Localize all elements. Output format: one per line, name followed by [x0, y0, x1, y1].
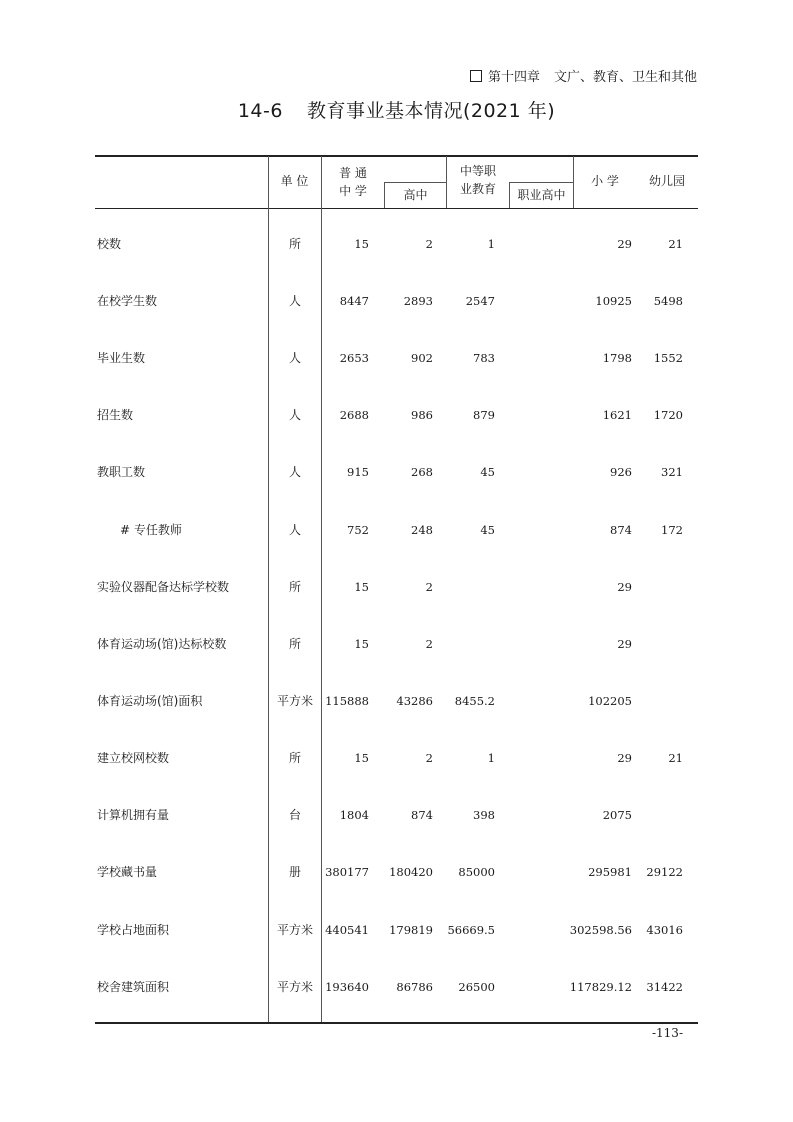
- cell-vocational: 8455.2: [454, 694, 495, 708]
- cell-vocational: 398: [473, 808, 495, 822]
- row-unit: 平方米: [276, 923, 313, 937]
- row-unit: 所: [288, 637, 301, 651]
- header-unit: 单 位: [280, 174, 309, 188]
- cell-senior: 86786: [396, 980, 433, 994]
- table-row: [0, 977, 793, 997]
- cell-general: 2653: [339, 351, 369, 365]
- cell-primary: 874: [610, 523, 632, 537]
- cell-vocational: 45: [480, 523, 495, 537]
- cell-kindergarten: 21: [668, 751, 683, 765]
- table-number: 14-6: [237, 100, 283, 122]
- header-secondary-vocational-line1: 中等职: [459, 164, 496, 178]
- header-secondary-vocational-line2: 业教育: [459, 182, 496, 196]
- cell-primary: 10925: [595, 294, 632, 308]
- row-unit: 所: [288, 580, 301, 594]
- table-row: [0, 520, 793, 540]
- row-unit: 台: [288, 808, 301, 822]
- row-label: 体育运动场(馆)达标校数: [97, 637, 227, 651]
- cell-primary: 2075: [602, 808, 632, 822]
- page-number: -113-: [651, 1026, 683, 1040]
- row-label: 学校占地面积: [97, 923, 170, 937]
- table-row: [0, 577, 793, 597]
- table-row: [0, 805, 793, 825]
- table-bottom-rule: [95, 1022, 698, 1024]
- table-row: [0, 862, 793, 882]
- cell-primary: 102205: [588, 694, 632, 708]
- cell-general: 752: [347, 523, 369, 537]
- cell-kindergarten: 1720: [653, 408, 683, 422]
- header-general-middle-line1: 普 通: [339, 166, 367, 180]
- cell-primary: 29: [617, 580, 632, 594]
- row-label: 学校藏书量: [97, 865, 158, 879]
- cell-primary: 1621: [602, 408, 632, 422]
- cell-general: 15: [354, 751, 369, 765]
- cell-vocational: 783: [473, 351, 495, 365]
- row-unit: 人: [288, 523, 301, 537]
- cell-vocational: 45: [480, 465, 495, 479]
- cell-vocational: 26500: [458, 980, 495, 994]
- cell-senior: 2: [425, 580, 433, 594]
- cell-kindergarten: 31422: [646, 980, 683, 994]
- table-row: [0, 691, 793, 711]
- cell-general: 15: [354, 237, 369, 251]
- cell-vocational: 1: [487, 751, 495, 765]
- row-label: 校数: [97, 237, 122, 251]
- cell-general: 915: [347, 465, 369, 479]
- row-label: # 专任教师: [120, 523, 182, 537]
- cell-kindergarten: 21: [668, 237, 683, 251]
- table-row: [0, 234, 793, 254]
- row-label: 体育运动场(馆)面积: [97, 694, 203, 708]
- cell-general: 8447: [339, 294, 369, 308]
- cell-senior: 180420: [389, 865, 433, 879]
- header-kindergarten: 幼儿园: [648, 174, 685, 188]
- cell-primary: 29: [617, 237, 632, 251]
- cell-general: 115888: [325, 694, 369, 708]
- chapter-topics: 文广、教育、卫生和其他: [553, 70, 697, 85]
- cell-vocational: 56669.5: [447, 923, 495, 937]
- cell-primary: 117829.12: [569, 980, 632, 994]
- header-general-middle-line2: 中 学: [339, 184, 367, 198]
- row-label: 计算机拥有量: [97, 808, 170, 822]
- cell-senior: 268: [411, 465, 433, 479]
- cell-general: 15: [354, 580, 369, 594]
- cell-general: 1804: [339, 808, 369, 822]
- cell-general: 2688: [339, 408, 369, 422]
- row-unit: 人: [288, 465, 301, 479]
- table-row: [0, 405, 793, 425]
- chapter-header: [470, 66, 697, 85]
- cell-senior: 874: [411, 808, 433, 822]
- cell-primary: 926: [610, 465, 632, 479]
- table-row: [0, 348, 793, 368]
- row-label: 实验仪器配备达标学校数: [97, 580, 230, 594]
- cell-primary: 302598.56: [569, 923, 632, 937]
- table-row: [0, 291, 793, 311]
- row-unit: 册: [288, 865, 301, 879]
- cell-primary: 29: [617, 637, 632, 651]
- cell-senior: 2: [425, 637, 433, 651]
- row-label: 建立校网校数: [97, 751, 170, 765]
- row-unit: 平方米: [276, 694, 313, 708]
- cell-senior: 2893: [403, 294, 433, 308]
- row-label: 毕业生数: [97, 351, 146, 365]
- cell-senior: 43286: [396, 694, 433, 708]
- table-top-rule: [95, 155, 698, 157]
- row-unit: 平方米: [276, 980, 313, 994]
- header-general-middle: [322, 164, 384, 200]
- cell-general: 15: [354, 637, 369, 651]
- page-title: [0, 96, 793, 123]
- cell-primary: 295981: [588, 865, 632, 879]
- cell-vocational: 1: [487, 237, 495, 251]
- row-label: 教职工数: [97, 465, 146, 479]
- header-primary: 小 学: [591, 174, 619, 188]
- cell-general: 380177: [325, 865, 369, 879]
- row-unit: 人: [288, 294, 301, 308]
- row-label: 校舍建筑面积: [97, 980, 170, 994]
- cell-primary: 29: [617, 751, 632, 765]
- cell-primary: 1798: [602, 351, 632, 365]
- cell-kindergarten: 5498: [653, 294, 683, 308]
- cell-kindergarten: 1552: [653, 351, 683, 365]
- table-row: [0, 634, 793, 654]
- row-unit: 所: [288, 237, 301, 251]
- header-senior-high: 高中: [403, 188, 428, 202]
- cell-vocational: 879: [473, 408, 495, 422]
- table-row: [0, 748, 793, 768]
- table-title: 教育事业基本情况(2021 年): [306, 100, 556, 122]
- table-row: [0, 920, 793, 940]
- cell-vocational: 85000: [458, 865, 495, 879]
- cell-senior: 986: [411, 408, 433, 422]
- row-unit: 所: [288, 751, 301, 765]
- cell-general: 440541: [325, 923, 369, 937]
- chapter-label: 第十四章: [487, 70, 540, 85]
- square-icon: [470, 70, 482, 82]
- row-unit: 人: [288, 408, 301, 422]
- subheader-rule: [384, 182, 446, 183]
- cell-senior: 248: [411, 523, 433, 537]
- cell-vocational: 2547: [465, 294, 495, 308]
- cell-kindergarten: 321: [661, 465, 683, 479]
- row-label: 招生数: [97, 408, 134, 422]
- table-row: [0, 462, 793, 482]
- header-vocational-high: 职业高中: [517, 188, 566, 202]
- cell-kindergarten: 29122: [646, 865, 683, 879]
- cell-senior: 2: [425, 751, 433, 765]
- subheader-rule: [509, 182, 573, 183]
- cell-kindergarten: 172: [661, 523, 683, 537]
- cell-kindergarten: 43016: [646, 923, 683, 937]
- cell-senior: 179819: [389, 923, 433, 937]
- header-secondary-vocational: [447, 162, 509, 198]
- row-unit: 人: [288, 351, 301, 365]
- cell-senior: 902: [411, 351, 433, 365]
- cell-general: 193640: [325, 980, 369, 994]
- cell-senior: 2: [425, 237, 433, 251]
- row-label: 在校学生数: [97, 294, 158, 308]
- table-header-rule: [95, 208, 698, 209]
